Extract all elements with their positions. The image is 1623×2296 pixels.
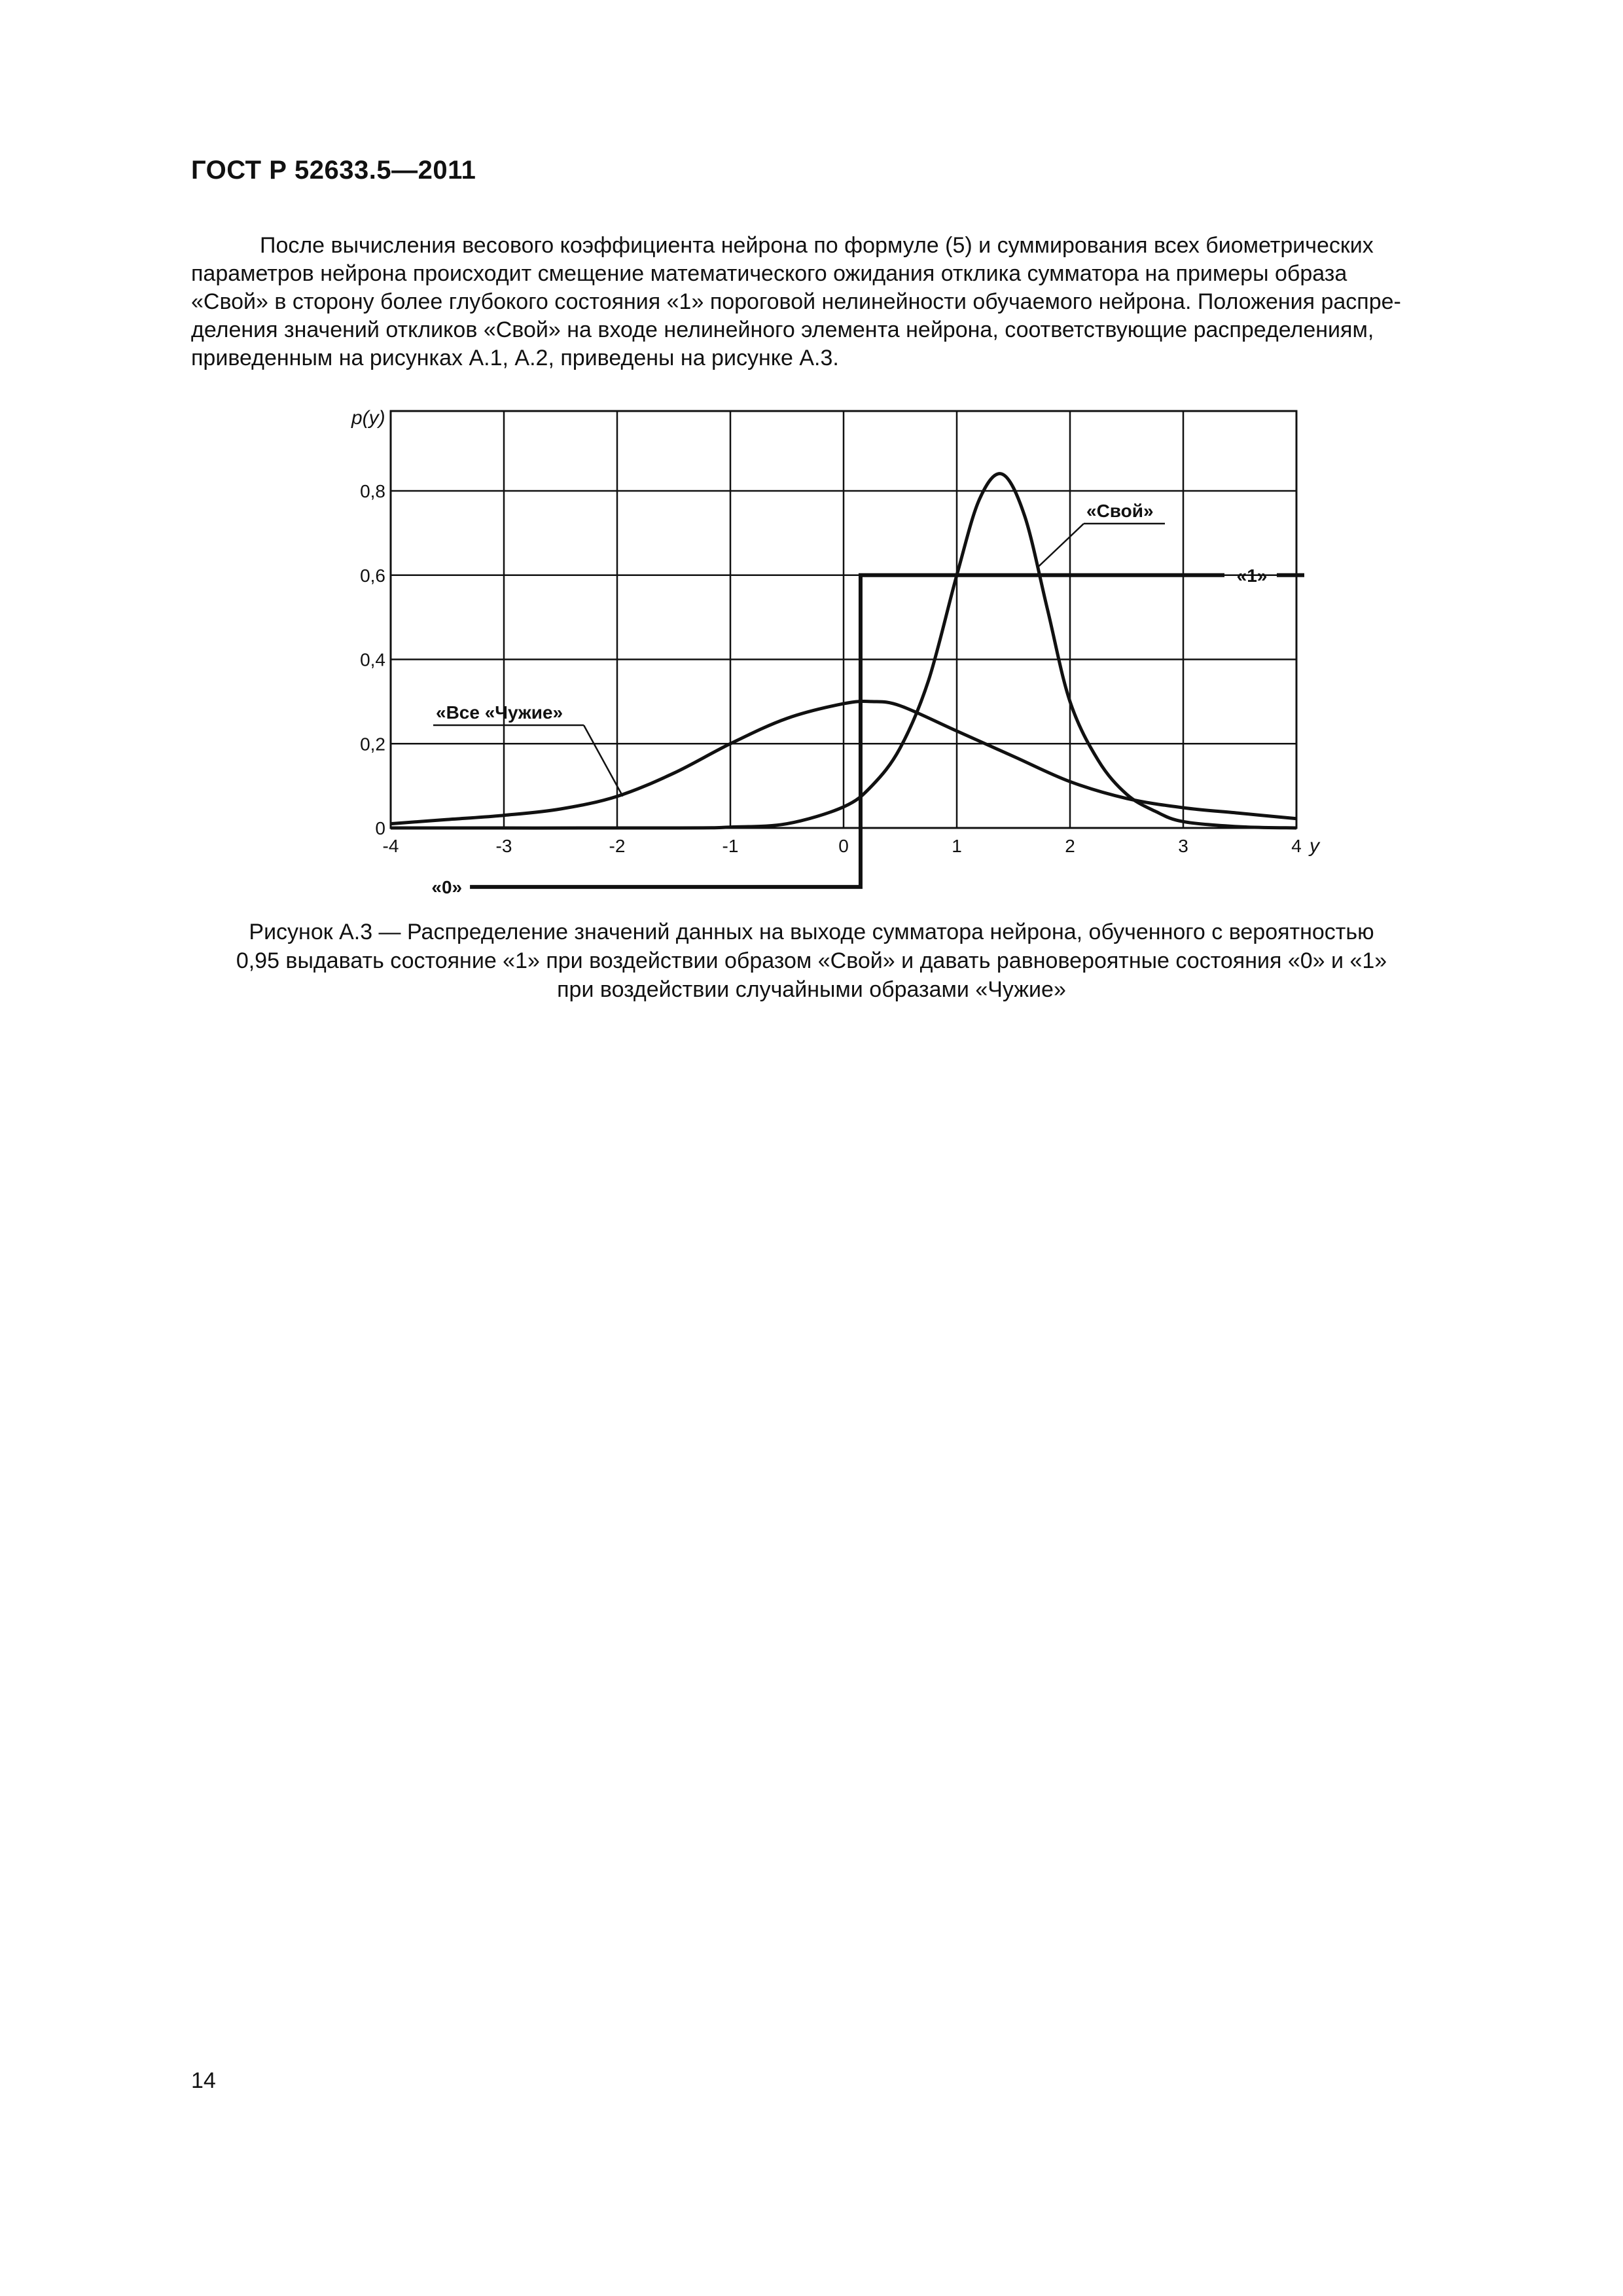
x-tick-label: -3	[495, 836, 512, 856]
series-label-svoy: «Свой»	[1086, 501, 1154, 521]
caption-line: при воздействии случайными образами «Чужие»	[557, 977, 1066, 1002]
caption-line: Рисунок А.3 — Распределение значений данных на выходе сумматора нейрона, обученного с вероятностью	[249, 920, 1374, 944]
x-tick-label: 1	[952, 836, 962, 856]
threshold-low-label: «0»	[431, 877, 463, 898]
y-tick-label: 0,6	[360, 565, 385, 586]
page-number: 14	[191, 2068, 216, 2093]
chart-annotations	[431, 501, 1267, 897]
y-tick-label: 0,8	[360, 481, 385, 501]
body-line: деления значений откликов «Свой» на входе нелинейного элемента нейрона, соответствующие распределениям,	[191, 317, 1374, 342]
body-line: параметров нейрона происходит смещение математического ожидания отклика сумматора на примеры образа	[191, 261, 1347, 286]
body-line: «Свой» в сторону более глубокого состояния «1» пороговой нелинейности обучаемого нейрона. Положения распре-	[191, 289, 1401, 314]
y-tick-label: 0,4	[360, 649, 385, 670]
series-label-chuzhie: «Все «Чужие»	[436, 702, 563, 723]
x-tick-label: 0	[838, 836, 849, 856]
chart-axis-labels	[351, 407, 1321, 857]
y-tick-label: 0,2	[360, 734, 385, 755]
x-tick-label: -1	[722, 836, 739, 856]
figure-caption	[190, 918, 1433, 1004]
x-tick-label: 2	[1065, 836, 1075, 856]
x-axis-label: y	[1310, 835, 1319, 857]
chart-series	[391, 474, 1304, 887]
y-axis-label: p(y)	[351, 407, 385, 429]
document-header: ГОСТ Р 52633.5—2011	[191, 156, 476, 185]
threshold-high-label: «1»	[1236, 565, 1268, 586]
x-tick-label: 3	[1178, 836, 1188, 856]
x-tick-label: -2	[609, 836, 626, 856]
figure-chart	[0, 0, 1623, 1021]
y-tick-label: 0	[375, 818, 385, 838]
chart-grid	[391, 411, 1296, 828]
x-tick-label: -4	[382, 836, 399, 856]
body-line: После вычисления весового коэффициента нейрона по формуле (5) и суммирования всех биометрических	[260, 233, 1374, 258]
series-leader-line	[1039, 524, 1084, 567]
body-line: приведенным на рисунках А.1, А.2, приведены на рисунке А.3.	[191, 346, 839, 370]
x-tick-label: 4	[1291, 836, 1302, 856]
caption-line: 0,95 выдавать состояние «1» при воздействии образом «Свой» и давать равновероятные состояния «0» и «1»	[236, 948, 1387, 973]
